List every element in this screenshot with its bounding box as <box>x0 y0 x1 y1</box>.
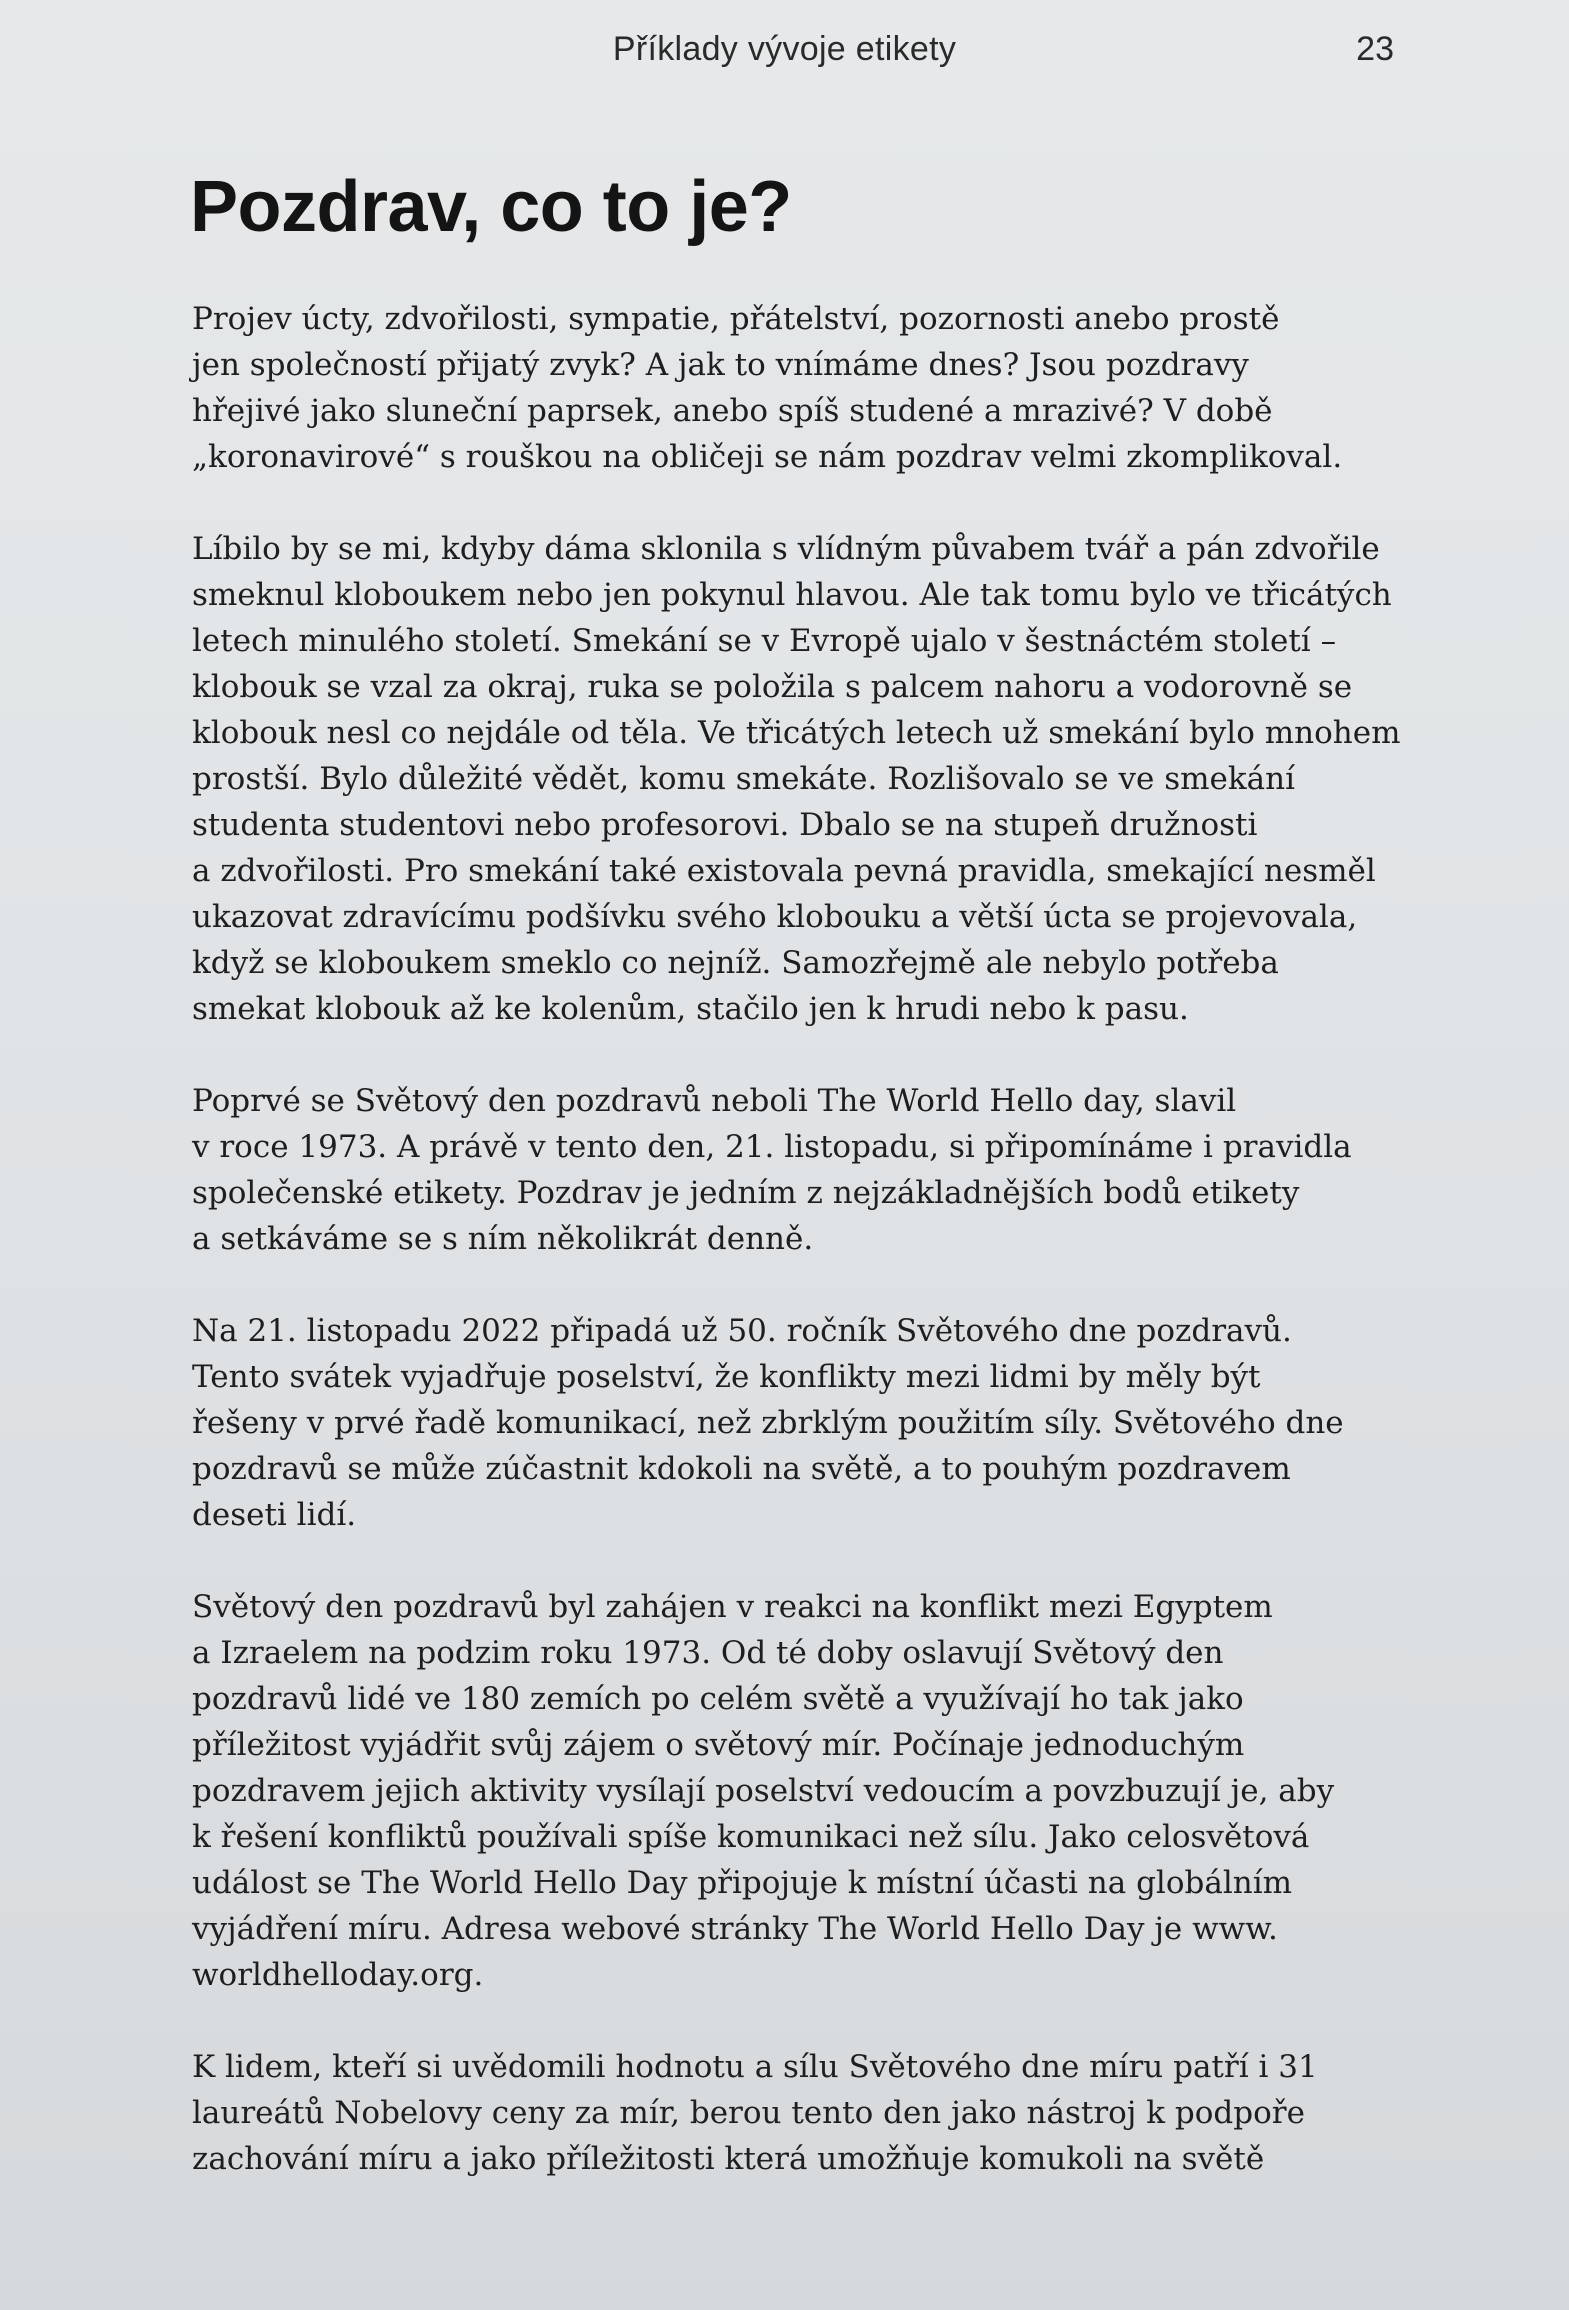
paragraph: Na 21. listopadu 2022 připadá už 50. ročník Světového dne pozdravů. Tento svátek vyjadřuje poselství, že konflikty mezi lidmi by měly být řešeny v prvé řadě komunikací, než zbrklým použitím síly. Světového dne pozdravů se může zúčastnit kdokoli na světě, a to pouhým pozdravem deseti lidí. <box>192 1313 1344 1533</box>
paragraph: Líbilo by se mi, kdyby dáma sklonila s vlídným půvabem tvář a pán zdvořile smeknul kloboukem nebo jen pokynul hlavou. Ale tak tomu bylo ve třicátých letech minulého století. Smekání se v Evropě ujalo v šestnáctém století – klobouk se vzal za okraj, ruka se položila s palcem nahoru a vodorovně se klobouk nesl co nejdále od těla. Ve třicátých letech už smekání bylo mnohem prostší. Bylo důležité vědět, komu smekáte. Rozlišovalo se ve smekání studenta studentovi nebo profesorovi. Dbalo se na stupeň družnosti a zdvořilosti. Pro smekání také existovala pevná pravidla, smekající nesměl ukazovat zdravícímu podšívku svého klobouku a větší úcta se projevovala, když se kloboukem smeklo co nejníž. Samozřejmě ale nebylo potřeba smekat klobouk až ke kolenům, stačilo jen k hrudi nebo k pasu. <box>192 531 1401 1027</box>
article-body <box>192 296 1422 2228</box>
page-number: 23 <box>1356 30 1394 68</box>
paragraph: Poprvé se Světový den pozdravů neboli The World Hello day, slavil v roce 1973. A právě v tento den, 21. listopadu, si připomínáme i pravidla společenské etikety. Pozdrav je jedním z nejzákladnějších bodů etikety a setkáváme se s ním několikrát denně. <box>192 1083 1352 1257</box>
paragraph: Projev úcty, zdvořilosti, sympatie, přátelství, pozornosti anebo prostě jen společností přijatý zvyk? A jak to vnímáme dnes? Jsou pozdravy hřejivé jako sluneční paprsek, anebo spíš studené a mrazivé? V době „koronavirové“ s rouškou na obličeji se nám pozdrav velmi zkomplikoval. <box>192 301 1343 475</box>
running-header <box>0 30 1569 80</box>
paragraph: Světový den pozdravů byl zahájen v reakci na konflikt mezi Egyptem a Izraelem na podzim roku 1973. Od té doby oslavují Světový den pozdravů lidé ve 180 zemích po celém světě a využívají ho tak jako příležitost vyjádřit svůj zájem o světový mír. Počínaje jednoduchým pozdravem jejich aktivity vysílají poselství vedoucím a povzbuzují je, aby k řešení konfliktů používali spíše komunikaci než sílu. Jako celosvětová událost se The World Hello Day připojuje k místní účasti na globálním vyjádření míru. Adresa webové stránky The World Hello Day je www. worldhelloday.org. <box>192 1589 1335 1993</box>
article-title: Pozdrav, co to je? <box>190 167 792 247</box>
running-header-title: Příklady vývoje etikety <box>612 30 957 68</box>
paragraph: K lidem, kteří si uvědomili hodnotu a sílu Světového dne míru patří i 31 laureátů Nobelovy ceny za mír, berou tento den jako nástroj k podpoře zachování míru a jako příležitosti která umožňuje komukoli na světě <box>192 2049 1318 2177</box>
